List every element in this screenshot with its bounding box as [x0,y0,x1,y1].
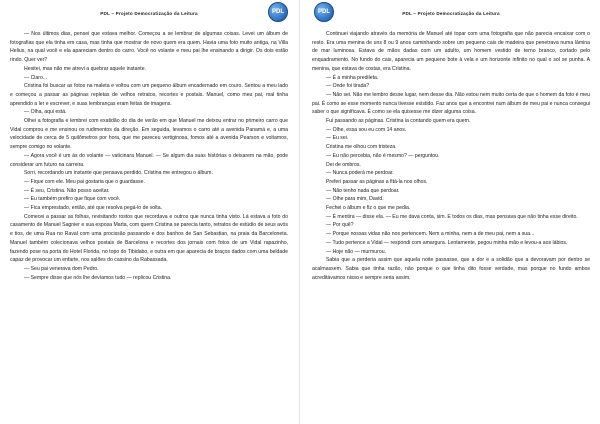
paragraph: — Tudo pertence a Vidal — respondi com amargura. Lentamente, pegou minha mão e levou-a aos lábios. [326,239,568,246]
paragraph: — Nunca poderá me perdoar. [326,170,394,177]
page-header: PDL – Projeto Democratização da Leitura [402,11,500,16]
paragraph: — Olhe, essa sou eu com 14 anos. [326,126,407,133]
paragraph: — Não tenho nada que perdoar. [326,187,400,194]
paragraph: — É a minha predileta. [326,74,379,81]
page-gutter [299,0,300,424]
paragraph: — Seu pai venerava dom Pedro. [24,265,99,272]
paragraph: Olhei a fotografia e lembrei com exatidão do dia de verão em que Manuel me deixou entrar no primeiro carro que Vidal comprou e me ensinou os rudimentos da direção. Em seguida, levamos o carro até a avenida Panamá e, a uma velocidade de cerca de 5 quilômetros por hora, que me pareceu vertiginosa, fomos até a avenida Pearson e voltamos, sempre comigo no volante. [10,118,288,151]
paragraph: — É mentira — disse ela. — Eu me dava conta, sim. E todos os dias, mas pensava que não tinha esse direito. [326,213,578,220]
paragraph: — Sempre disse que nós lhe devíamos tudo — replicou Cristina. [24,274,172,281]
paragraph: — Eu sei. [326,135,349,142]
paragraph: Sorri, recordando um instante que pensava perdido. Cristina me entregou o álbum. [24,170,213,177]
paragraph: Sabia que a perderia assim que aquela noite passasse, que a dor e a solidão que a devoravam por dentro se acalmassem. Sabia que tinha razão, não porque o que tinha dito fosse verdade, mas porque no fundo ambos acreditávamos nisso e sempre seria assim. [312,257,590,281]
paragraph: — Olha, aqui está. [24,109,67,116]
paragraph: Cristina foi buscar as fotos na maleta e voltou com um pequeno álbum encadernado em couro. Sentou a meu lado e começou a passar as páginas repletas de velhos retratos, recortes e postais. Manuel, como meu pai, mal tinha aprendido a ler e escrever, e suas lembranças eram feitas de imagens. [10,83,288,107]
paragraph: — Por quê? [326,222,354,229]
paragraph: — Onde foi tirada? [326,83,370,90]
paragraph: — Claro... [24,74,48,81]
paragraph: Continuei viajando através da memória de Manuel até topar com uma fotografia que não parecia encaixar com o resto. Era uma menina de uns 8 ou 9 anos caminhando sobre um pequeno cais de madeira que penetrava numa lâmina de mar luminosa. Estava de mãos dadas com um adulto, um homem vestido de terno branco, cortado pelo enquadramento. No fundo do cais, aparecia um pequeno bote à vela e um horizonte infinito no qual o sol se punha. A menina, que estava de costas, era Cristina. [312,31,590,72]
paragraph: — Fique com ele. Meu pai gostaria que o guardasse. [24,178,145,185]
pdl-logo-icon: PDL [314,2,334,22]
left-page [4,0,294,424]
pdl-logo-icon: PDL [268,2,288,22]
paragraph: — É seu, Cristina. Não posso aceitar. [24,187,110,194]
paragraph: Hesitei, mas não me atrevi a quebrar aquele instante. [24,65,147,72]
right-page-body [312,30,590,282]
paragraph: Comecei a passar as folhas, revisitando rostos que recordava e outros que nunca tinha visto. Lá estava a foto do casamento de Manuel Sagnier e sua esposa Marta, com quem Cristina se parecia tanto, retratos de estúdio de seus avós e tios, de uma Rua no Raval com uma procissão passando e dos banhos de San Sebastian, na praia da Barceloneta. Manuel também colecionava velhos postais de Barcelona e recortes dos jornais com fotos de um Vidal rapazinho, fazendo pose na porta do Hotel Florida, no topo do Tibidabo, e outra em que aparecia de braços dados com uma beldade capaz de provocar um enfarte, nos salões do cassino da Rabassada. [10,213,288,264]
paragraph: Dei de ombros. [326,161,361,168]
paragraph: — Eu também prefiro que fique com você. [24,196,121,203]
right-page [306,0,596,424]
paragraph: — Nos últimos dias, pensei que estava melhor. Começou a se lembrar de algumas coisas. Levei um álbum de fotografias que ela tinha em casa, mas tinha que mostrar de novo quem era quem. Havia uma foto muito antiga, na Villa Helius, na qual você e ela apareciam dentro do carro. Você no volante e meu pai lhe ensinando a dirigir. Os dois estão rindo. Quer ver? [10,31,288,64]
paragraph: — Porque nossas vidas não nos pertencem. Nem a minha, nem a de meu pai, nem a sua... [326,231,535,238]
paragraph: — Olhe para mim, David. [326,196,384,203]
paragraph: Preferi passar as páginas a fitá-la nos olhos. [326,178,428,185]
paragraph: Fui passando as páginas. Cristina ia contando quem era quem. [326,118,471,125]
paragraph: Cristina me olhou com tristeza. [326,144,397,151]
paragraph: — Hoje não — murmurou. [326,248,386,255]
paragraph: Fechei o álbum e fiz o que me pedia. [326,205,411,212]
page-header: PDL – Projeto Democratização da Leitura [100,11,198,16]
left-page-body [10,30,288,282]
paragraph: — Agora você é um ás do volante — vaticinara Manuel. — Se algum dia suas histórias o deixarem na mão, pode considerar um futuro na carreira. [10,152,288,168]
paragraph: — Eu não percebia, não é mesmo? — perguntou. [326,152,440,159]
paragraph: — Fica emprestado, então, até que resolva pegá-lo de volta. [24,205,163,212]
paragraph: — Não sei. Não me lembro desse lugar, nem desse dia. Não estou nem muito certa de que o homem da foto é meu pai. É como se esse momento nunca tivesse existido. Faz anos que a encontrei num álbum de meu pai e nunca consegui saber o que significava. É como se ela quisesse me dizer alguma coisa. [312,91,590,116]
